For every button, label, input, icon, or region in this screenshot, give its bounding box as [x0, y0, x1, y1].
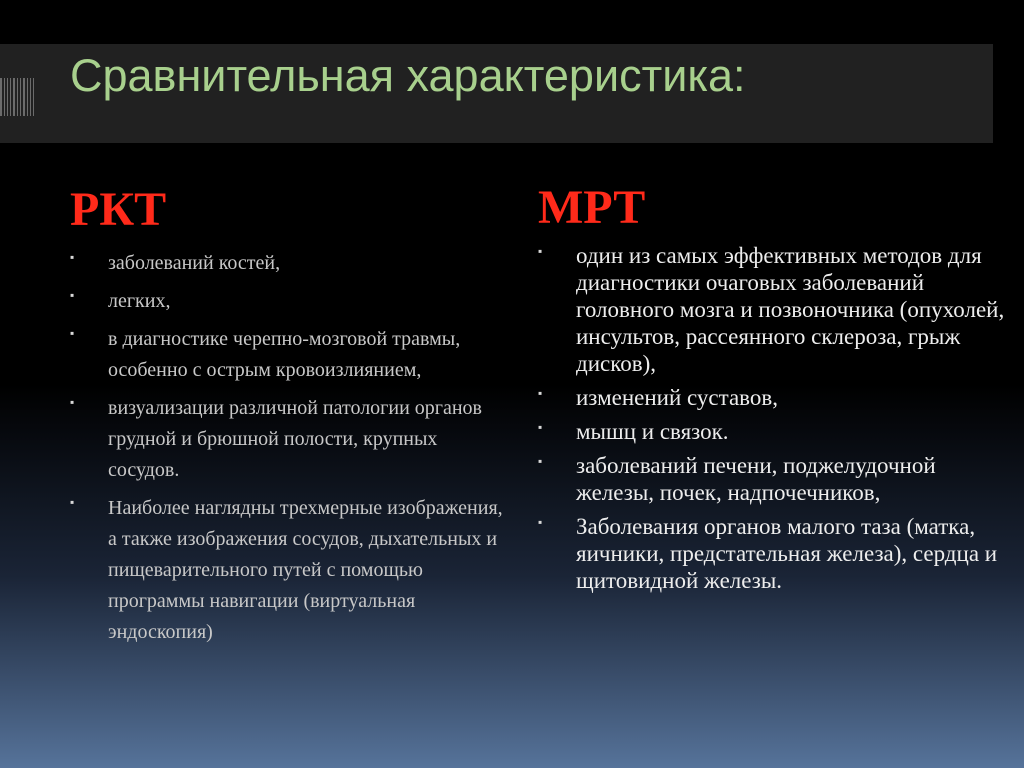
- square-bullet-icon: ▪: [538, 515, 543, 529]
- right-column-heading: МРТ: [538, 181, 646, 234]
- list-item-text: легких,: [108, 290, 171, 312]
- list-item-text: изменений суставов,: [576, 385, 778, 410]
- square-bullet-icon: ▪: [70, 288, 75, 302]
- square-bullet-icon: ▪: [538, 454, 543, 468]
- left-column-heading: РКТ: [70, 183, 167, 236]
- slide-title-colon: :: [733, 50, 746, 101]
- list-item: [538, 452, 1008, 506]
- left-column-list: [70, 248, 510, 655]
- list-item: [70, 286, 510, 317]
- list-item-text: один из самых эффективных методов для диагностики очаговых заболеваний головного мозга и позвоночника (опухолей, инсультов, рассеянного склероза, грыж дисков),: [576, 243, 1005, 376]
- list-item: [538, 513, 1008, 594]
- slide-title-text: Сравнительная характеристика: [70, 50, 734, 101]
- list-item: [70, 324, 510, 386]
- list-item-text: Наиболее наглядны трехмерные изображения, а также изображения сосудов, дыхательных и пищеварительного путей с помощью программы навигации (виртуальная эндоскопия): [108, 497, 503, 643]
- list-item-text: мышц и связок.: [576, 419, 729, 444]
- square-bullet-icon: ▪: [538, 244, 543, 258]
- list-item-text: заболеваний печени, поджелудочной железы, почек, надпочечников,: [576, 453, 936, 505]
- list-item: [538, 418, 1008, 445]
- list-item: [70, 248, 510, 279]
- list-item: [70, 493, 510, 648]
- barcode-decoration-icon: [0, 78, 36, 116]
- right-column-list: [538, 242, 1008, 601]
- list-item-text: заболеваний костей,: [108, 252, 281, 274]
- list-item: [70, 393, 510, 486]
- list-item-text: визуализации различной патологии органов грудной и брюшной полости, крупных сосудов.: [108, 397, 483, 481]
- list-item-text: в диагностике черепно-мозговой травмы, особенно с острым кровоизлиянием,: [108, 328, 461, 381]
- list-item: [538, 242, 1008, 377]
- square-bullet-icon: ▪: [70, 326, 75, 340]
- square-bullet-icon: ▪: [538, 420, 543, 434]
- square-bullet-icon: ▪: [538, 386, 543, 400]
- list-item-text: Заболевания органов малого таза (матка, яичники, предстательная железа), сердца и щитовидной железы.: [576, 514, 998, 593]
- square-bullet-icon: ▪: [70, 395, 75, 409]
- square-bullet-icon: ▪: [70, 495, 75, 509]
- list-item: [538, 384, 1008, 411]
- square-bullet-icon: ▪: [70, 250, 75, 264]
- slide-title: [70, 46, 746, 106]
